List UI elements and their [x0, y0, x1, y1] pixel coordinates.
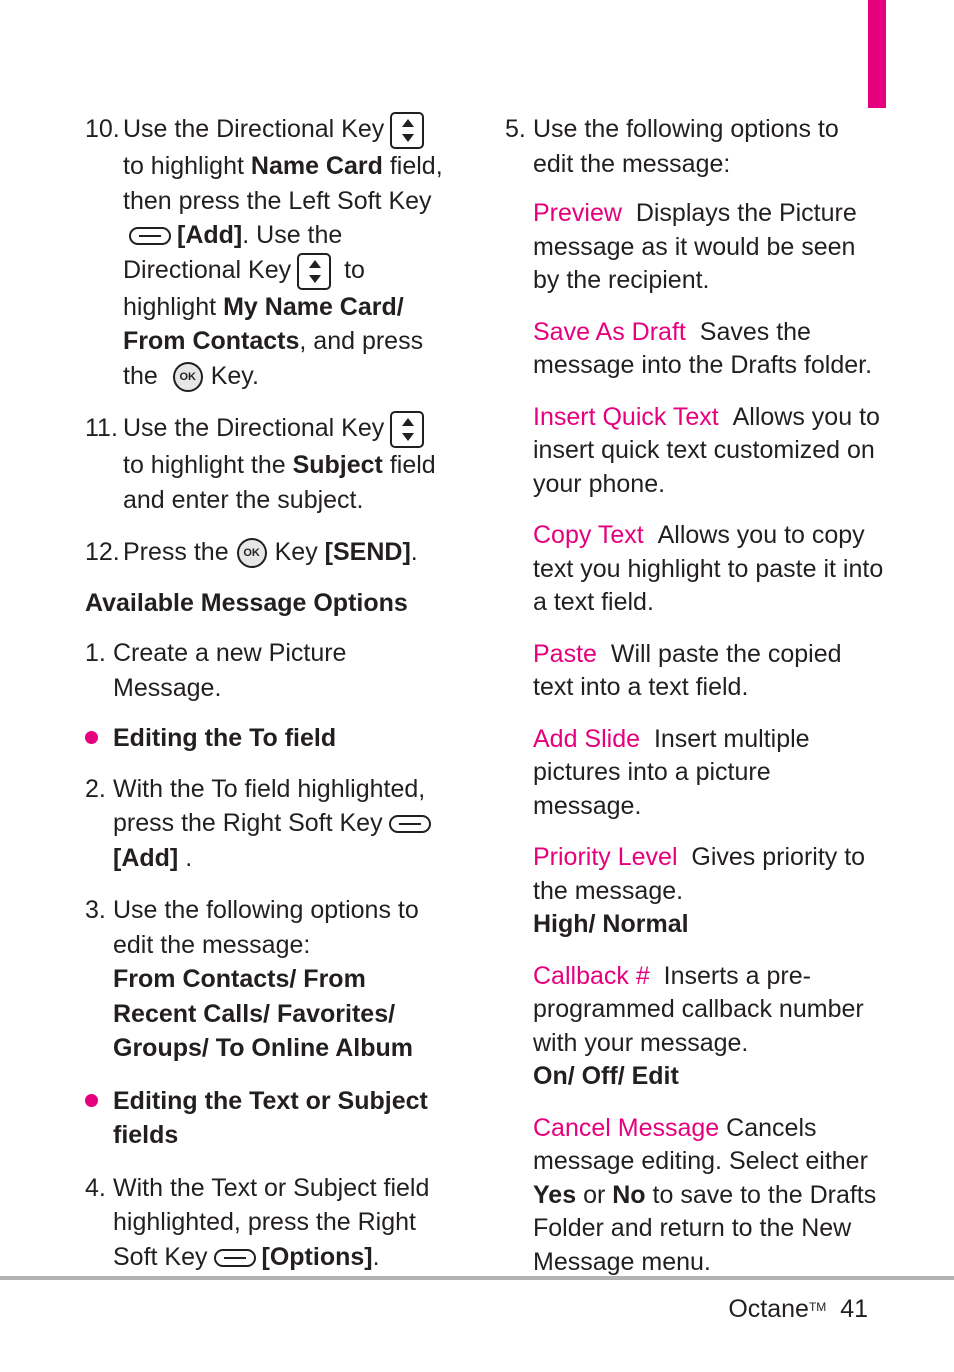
step-number: 10. [85, 115, 120, 143]
step-text: Use the Directional Key [123, 115, 385, 144]
option-list [505, 197, 885, 1094]
footer-trademark: TM [808, 1300, 827, 1314]
option-name: Add Slide [533, 724, 641, 753]
option-item [505, 960, 885, 1094]
option-values: On/ Off/ Edit [533, 1062, 679, 1090]
section-heading: Available Message Options [85, 588, 408, 617]
step-3 [85, 893, 450, 1066]
step-text: Use the Directional Key [123, 414, 385, 443]
option-bold: Yes [533, 1180, 577, 1209]
step-text: Use the following options to edit the message: [533, 115, 839, 178]
directional-key-icon [390, 411, 424, 448]
step-text: , and press the [123, 327, 424, 390]
option-desc: Inserts a pre-programmed callback number with your message. [533, 961, 864, 1057]
option-values: High/ Normal [533, 910, 689, 938]
step-text: . [372, 1242, 380, 1271]
option-desc: Cancels message editing. Select either [533, 1113, 868, 1175]
step-bold: [Options] [261, 1242, 373, 1271]
option-desc: Insert multiple pictures into a picture message. [533, 724, 810, 820]
step-12 [85, 535, 450, 570]
right-soft-key-icon [389, 815, 431, 833]
footer-brand: Octane [728, 1295, 809, 1323]
step-bold: Name Card [250, 152, 383, 180]
step-4 [85, 1171, 450, 1275]
step-bold: [Add] [113, 843, 179, 872]
bullet-text: Editing the Text or Subject fields [113, 1086, 428, 1149]
page-footer [728, 1292, 868, 1327]
page-number: 41 [840, 1295, 868, 1323]
option-desc: Allows you to insert quick text customized on your phone. [533, 402, 880, 498]
bullet-dot [85, 731, 98, 744]
option-item [505, 841, 885, 942]
step-text: . [410, 538, 418, 566]
option-item [505, 197, 885, 298]
step-text: . Use the Directional Key [123, 221, 343, 284]
step-number: 1. [85, 639, 106, 667]
step-1 [85, 636, 450, 705]
step-bold: My Name Card/ From Contacts [123, 292, 404, 355]
option-name: Save As Draft [533, 317, 686, 346]
step-text: With the Text or Subject field highlighted, press the Right Soft Key [113, 1173, 430, 1271]
left-soft-key-icon [129, 227, 171, 245]
right-column [505, 112, 885, 1279]
option-item [505, 401, 885, 502]
bullet-editing-to-field [85, 721, 450, 756]
step-bold: [SEND] [324, 538, 411, 566]
directional-key-icon [390, 112, 424, 149]
left-column [85, 112, 450, 1274]
right-soft-key-icon [214, 1249, 256, 1267]
option-desc: Displays the Picture message as it would be seen by the recipient. [533, 199, 857, 294]
step-text: to highlight the [123, 451, 286, 479]
step-number: 5. [505, 115, 526, 143]
step-text: to highlight [123, 152, 244, 180]
step-number: 12. [85, 538, 120, 566]
step-bold: From Contacts/ From Recent Calls/ Favorites/ Groups/ To Online Album [113, 965, 413, 1062]
option-name: Callback # [533, 961, 650, 990]
option-desc: Gives priority to the message. [533, 843, 866, 905]
step-number: 3. [85, 896, 106, 924]
step-text: field, then press the Left Soft Key [123, 152, 443, 215]
bullet-dot [85, 1094, 98, 1107]
step-11 [85, 411, 450, 517]
option-bold: No [612, 1180, 646, 1209]
option-item [505, 638, 885, 705]
option-desc: to save to the Drafts Folder and return to the New Message menu. [533, 1180, 877, 1276]
directional-key-icon [297, 253, 331, 290]
option-desc: Will paste the copied text into a text field. [533, 639, 842, 701]
step-number: 11. [85, 414, 118, 442]
option-desc: or [583, 1180, 606, 1209]
step-10 [85, 112, 450, 393]
step-5 [505, 112, 885, 181]
ok-key-icon: OK [173, 362, 203, 392]
option-cancel-message [505, 1112, 885, 1280]
option-desc: Saves the message into the Drafts folder. [533, 317, 873, 379]
step-text: . [178, 843, 193, 872]
step-number: 4. [85, 1173, 106, 1202]
step-text: Create a new Picture Message. [113, 639, 347, 702]
step-text: to highlight [123, 255, 365, 321]
step-bold: [Add] [177, 221, 243, 249]
step-text: Press the [123, 538, 229, 566]
step-number: 2. [85, 774, 106, 803]
step-text: Key. [210, 361, 259, 390]
section-tab [868, 0, 886, 108]
option-name: Preview [533, 199, 622, 227]
option-name: Paste [533, 639, 597, 668]
step-2 [85, 772, 450, 876]
ok-key-icon: OK [237, 538, 267, 568]
step-text: field and enter the subject. [123, 451, 436, 514]
option-item [505, 723, 885, 824]
bullet-editing-text-subject [85, 1084, 450, 1153]
option-name: Priority Level [533, 843, 678, 871]
bullet-text: Editing the To field [113, 724, 337, 752]
option-item [505, 316, 885, 383]
option-name: Insert Quick Text [533, 402, 719, 431]
option-name: Cancel Message [533, 1113, 720, 1142]
step-text: Use the following options to edit the message: [113, 896, 419, 959]
step-text: With the To field highlighted, press the Right Soft Key [113, 774, 426, 837]
option-name: Copy Text [533, 521, 644, 549]
option-desc: Allows you to copy text you highlight to paste it into a text field. [533, 521, 884, 616]
step-text: Key [274, 538, 318, 566]
option-item [505, 519, 885, 620]
step-bold: Subject [292, 451, 383, 479]
footer-rule [0, 1276, 954, 1280]
